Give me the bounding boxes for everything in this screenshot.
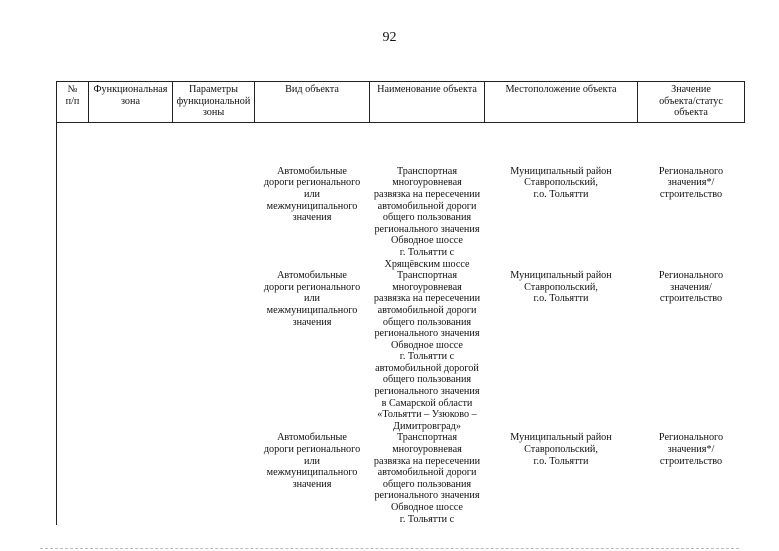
table-row	[57, 270, 745, 432]
object-status-cell: Регионального значения/ строительство	[658, 270, 724, 305]
header-object-name: Наименование объекта	[370, 82, 485, 123]
zone-parameters-cell	[173, 432, 255, 525]
page-number: 92	[382, 30, 397, 45]
header-functional-zone: Функциональная зона	[89, 82, 173, 123]
object-location-cell: Муниципальный район Ставропольский, г.о. Тольятти	[510, 432, 612, 467]
row-number-cell	[57, 270, 89, 432]
footer-divider	[40, 548, 739, 549]
object-type-cell: Автомобильные дороги регионального или межмуниципального значения	[263, 165, 361, 224]
object-name-cell: Транспортная многоуровневая развязка на пересечении автомобильной дороги общего пользования регионального значения Обводное шоссе г. Тольятти с автомобильной дорогой общего пользования регионального значения в Самарской области «Тольятти – Узюково – Димитровград»	[373, 270, 481, 432]
row-number-cell	[57, 122, 89, 270]
functional-zone-cell	[89, 270, 173, 432]
functional-zone-cell	[89, 432, 173, 525]
header-object-status: Значение объекта/статус объекта	[638, 82, 745, 123]
object-name-cell: Транспортная многоуровневая развязка на пересечении автомобильной дороги общего пользования регионального значения Обводное шоссе г. Тольятти с	[373, 432, 481, 525]
header-number: № п/п	[57, 82, 89, 123]
header-object-type: Вид объекта	[255, 82, 370, 123]
object-status-cell: Регионального значения*/ строительство	[658, 432, 724, 467]
zone-parameters-cell	[173, 270, 255, 432]
table-header-row	[57, 82, 745, 123]
table-row	[57, 432, 745, 525]
object-location-cell: Муниципальный район Ставропольский, г.о. Тольятти	[510, 165, 612, 200]
object-status-cell: Регионального значения*/ строительство	[658, 165, 724, 200]
object-name-cell: Транспортная многоуровневая развязка на пересечении автомобильной дороги общего пользования регионального значения Обводное шоссе г. Тольятти с Хрящёвским шоссе	[373, 165, 481, 270]
row-number-cell	[57, 432, 89, 525]
object-type-cell: Автомобильные дороги регионального или межмуниципального значения	[263, 432, 361, 490]
table-body	[57, 122, 745, 525]
object-location-cell: Муниципальный район Ставропольский, г.о. Тольятти	[510, 270, 612, 305]
objects-table	[56, 81, 745, 525]
functional-zone-cell	[89, 122, 173, 270]
table-row	[57, 122, 745, 270]
header-object-location: Местоположение объекта	[485, 82, 638, 123]
header-zone-parameters: Параметры функциональной зоны	[173, 82, 255, 123]
zone-parameters-cell	[173, 122, 255, 270]
object-type-cell: Автомобильные дороги регионального или межмуниципального значения	[263, 270, 361, 328]
